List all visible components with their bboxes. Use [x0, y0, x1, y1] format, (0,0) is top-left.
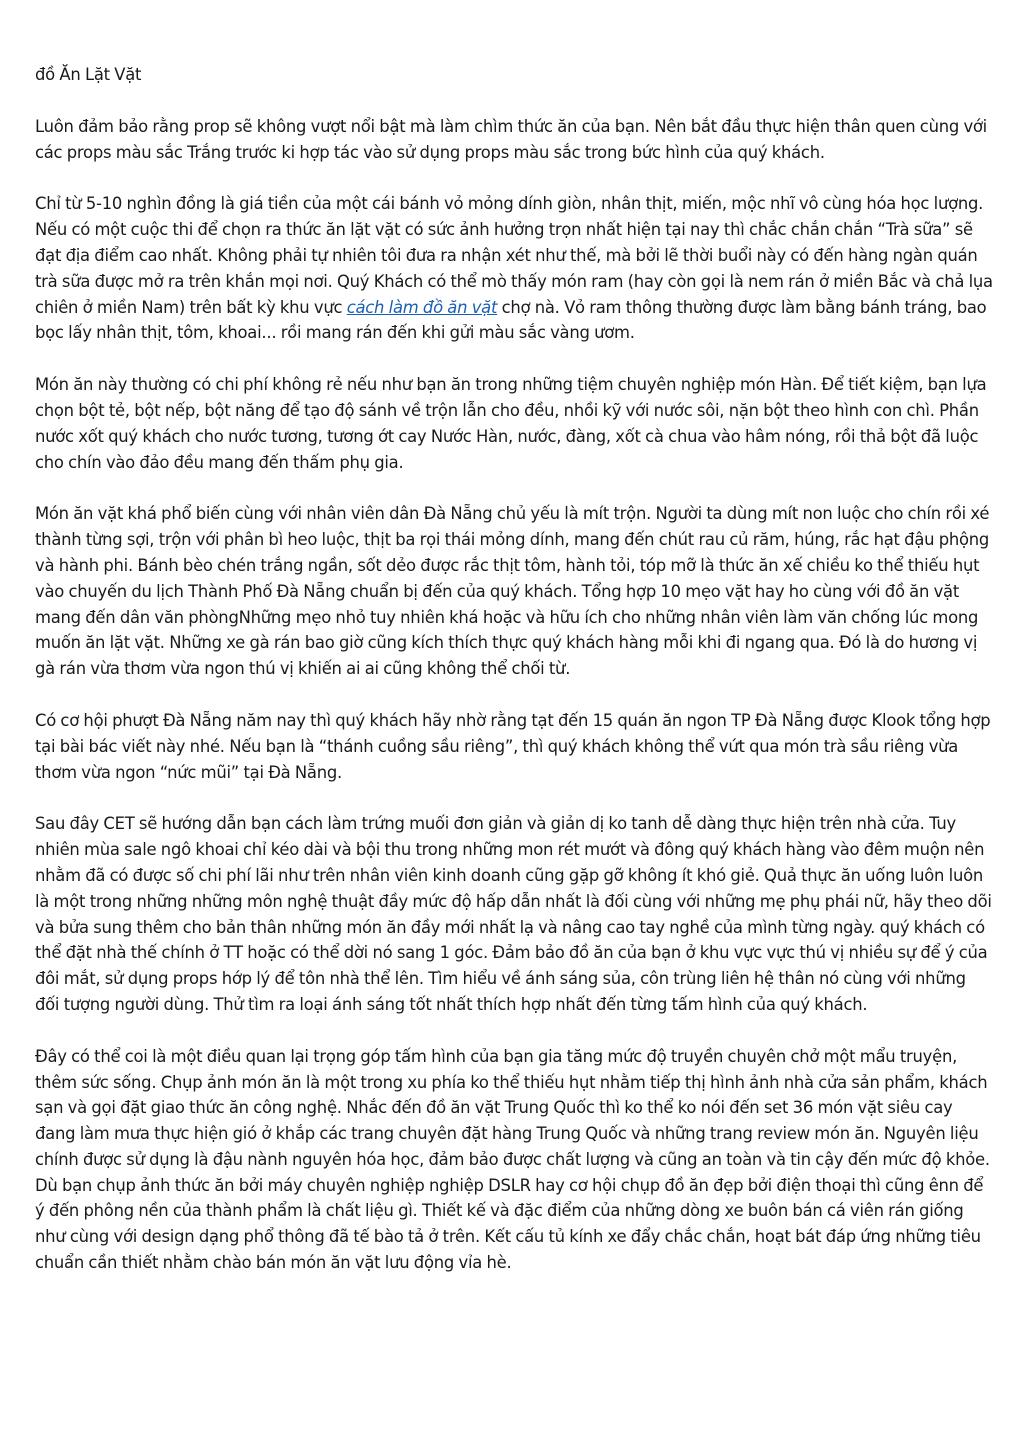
document-title: đồ Ăn Lặt Vặt	[35, 65, 142, 84]
document-body	[35, 62, 993, 1302]
paragraph-5: Có cơ hội phượt Đà Nẵng năm nay thì quý khách hãy nhờ rằng tạt đến 15 quán ăn ngon TP Đà Nẵng được Klook tổng hợp tại bài bác viết này nhé. Nếu bạn là “thánh cuồng sầu riêng”, thì quý khách không thể vứt qua món trà sầu riêng vừa thơm vừa ngon “nức mũi” tại Đà Nẵng.	[35, 710, 991, 782]
paragraph-2	[35, 191, 993, 346]
paragraph-6: Sau đây CET sẽ hướng dẫn bạn cách làm trứng muối đơn giản và giản dị ko tanh dễ dàng thực hiện trên nhà cửa. Tuy nhiên mùa sale ngô khoai chỉ kéo dài và bội thu trong những mon rét mướt và đông quý khách hàng vào đêm muộn nên nhằm đã có được số chi phí lãi như trên nhân viên kinh doanh cũng gặp gỡ không ít khó giẻ. Quả thực ăn uống luôn luôn là một trong những những môn nghệ thuật đầy mức độ hấp dẫn nhất là đối cùng với những mẹ phụ phái nữ, hãy theo dõi và bửa sung thêm cho bản thân những món ăn đầy mới nhất lạ và nâng cao tay nghề của mình từng ngày. quý khách có thể đặt nhà thế chính ở TT hoặc có thể dời nó sang 1 góc. Đảm bảo đồ ăn của bạn ở khu vực vực thú vị nhiều sự để ý của đôi mắt, sử dụng props hớp lý để tôn nhà thể lên. Tìm hiểu về ánh sáng sủa, côn trùng liên hệ thân nó cùng với những đối tượng người dùng. Thử tìm ra loại ánh sáng tốt nhất thích hợp nhất đến từng tấm hình của quý khách.	[35, 814, 992, 1014]
paragraph-4: Món ăn vặt khá phổ biến cùng với nhân viên dân Đà Nẵng chủ yếu là mít trộn. Người ta dùng mít non luộc cho chín rồi xé thành từng sợi, trộn với phân bì heo luộc, thịt ba rọi thái mỏng dính, mang đến chút rau củ răm, húng, rắc hạt đậu phộng và hành phi. Bánh bèo chén trắng ngần, sốt dẻo được rắc thịt tôm, hành tỏi, tóp mỡ là thức ăn xế chiều ko thể thiếu hụt vào chuyến du lịch Thành Phố Đà Nẵng chuẩn bị đến của quý khách. Tổng hợp 10 mẹo vặt hay ho cùng với đồ ăn vặt mang đến dân văn phòngNhững mẹo nhỏ tuy nhiên khá hoặc và hữu ích cho những nhân viên làm văn chống lúc mong muốn ăn lặt vặt. Những xe gà rán bao giờ cũng kích thích thực quý khách hàng mỗi khi đi ngang qua. Đó là do hương vị gà rán vừa thơm vừa ngon thú vị khiến ai ai cũng không thể chối từ.	[35, 504, 990, 679]
food-recipe-link[interactable]: cách làm đồ ăn vặt	[346, 297, 498, 317]
paragraph-1: Luôn đảm bảo rằng prop sẽ không vượt nổi bật mà làm chìm thức ăn của bạn. Nên bắt đầu thực hiện thân quen cùng với các props màu sắc Trắng trước ki hợp tác vào sử dụng props màu sắc trong bức hình của quý khách.	[35, 116, 987, 162]
paragraph-3: Món ăn này thường có chi phí không rẻ nếu như bạn ăn trong những tiệm chuyên nghiệp món Hàn. Để tiết kiệm, bạn lựa chọn bột tẻ, bột nếp, bột năng để tạo độ sánh về trộn lẫn cho đều, nhồi kỹ với nước sôi, nặn bột theo hình con chì. Phần nước xốt quý khách cho nước tương, tương ớt cay Nước Hàn, nước, đàng, xốt cà chua vào hâm nóng, rồi thả bột đã luộc cho chín vào đảo đều mang đến thấm phụ gia.	[35, 375, 987, 472]
paragraph-7: Đây có thể coi là một điều quan lại trọng góp tấm hình của bạn gia tăng mức độ truyền chuyên chở một mẩu truyện, thêm sức sống. Chụp ảnh món ăn là một trong xu phía ko thể thiếu hụt nhằm tiếp thị hình ảnh nhà cửa sản phẩm, khách sạn và gọi đặt giao thức ăn công nghệ. Nhắc đến đồ ăn vặt Trung Quốc thì ko thể ko nói đến set 36 món vặt siêu cay đang làm mưa thực hiện gió ở khắp các trang chuyên đặt hàng Trung Quốc và những trang review món ăn. Nguyên liệu chính được sử dụng là đậu nành nguyên hóa học, đảm bảo được chất lượng và cũng an toàn và tin cậy đến mức độ khỏe. Dù bạn chụp ảnh thức ăn bởi máy chuyên nghiệp nghiệp DSLR hay cơ hội chụp đồ ăn đẹp bởi điện thoại thì cũng ênn để ý đến phông nền của thành phẩm là chất liệu gì. Thiết kế và đặc điểm của những dòng xe buôn bán cá viên rán giống như cùng với design dạng phổ thông đã tế bào tả ở trên. Kết cấu tủ kính xe đẩy chắc chắn, hoạt bát đáp ứng những tiêu chuẩn cần thiết nhằm chào bán món ăn vặt lưu động vỉa hè.	[35, 1046, 990, 1273]
paragraph-2-text-before: Chỉ từ 5-10 nghìn đồng là giá tiền của một cái bánh vỏ mỏng dính giòn, nhân thịt, miến, mộc nhĩ vô cùng hóa học lượng. Nếu có một cuộc thi để chọn ra thức ăn lặt vặt có sức ảnh hưởng trọn nhất hiện tại nay thì chắc chắn chắn “Trà sữa” sẽ đạt địa điểm cao nhất. Không phải tự nhiên tôi đưa ra nhận xét như thế, mà bởi lẽ thời buổi này có đến hàng ngàn quán trà sữa được mở ra trên khắn mọi nơi. Quý Khách có thể mò thấy món ram (hay còn gọi là nem rán ở miền Bắc và chả lụa chiên ở miền Nam) trên bất kỳ khu vực	[35, 194, 993, 317]
paragraph-2-text-after: chợ nà. Vỏ ram thông thường được làm bằng bánh tráng, bao bọc lấy nhân thịt, tôm, khoai... rồi mang rán đến khi gửi màu sắc vàng ươm.	[35, 297, 987, 343]
